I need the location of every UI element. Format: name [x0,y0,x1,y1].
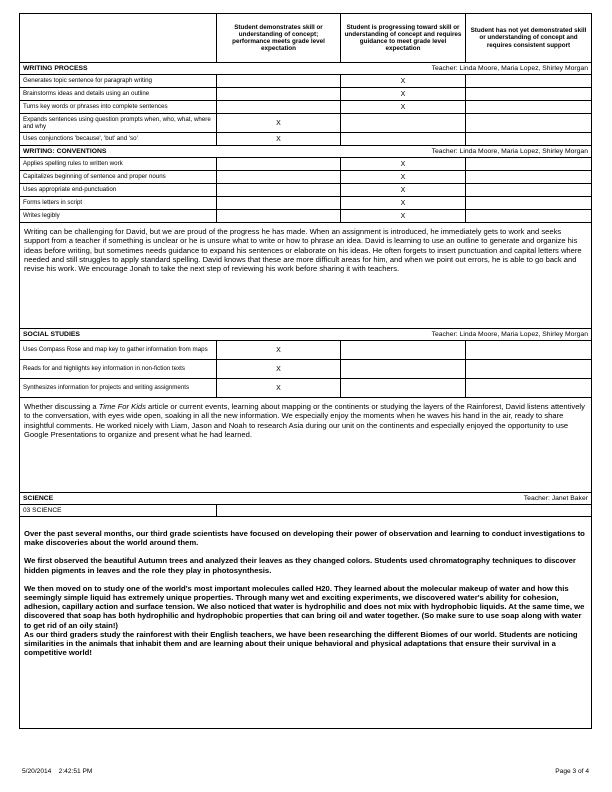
mark-meets: X [217,379,341,398]
skill-label: Expands sentences using question prompts when, who, what, where and why [20,114,217,133]
section-teacher: Teacher: Linda Moore, Maria Lopez, Shirley Morgan [431,331,588,338]
mark-meets: X [217,341,341,360]
science-paragraph: We first observed the beautiful Autumn trees and analyzed their leaves as they changed colors. Students used chromatography techniques to discover hidden pigments in leaves and the role they play in photosynthesis. [24,556,576,575]
mark-not-yet [466,101,592,114]
page-number: Page 3 of 4 [555,768,589,775]
skill-label: Reads for and highlights key information in non-fiction texts [20,360,217,379]
skill-label: Uses appropriate end-punctuation [20,184,217,197]
section-title: WRITING PROCESS [23,65,88,72]
skill-label: Writes legibly [20,210,217,223]
mark-not-yet [466,360,592,379]
table-row [20,171,592,184]
table-row [20,88,592,101]
mark-not-yet [466,171,592,184]
course-name: 03 SCIENCE [20,505,217,517]
print-timestamp: 5/20/2014 2:42:51 PM [22,768,93,775]
table-row [20,114,592,133]
science-comment [20,517,592,729]
mark-not-yet [466,379,592,398]
mark-progressing: X [341,88,466,101]
section-header-writing-process [20,63,592,75]
science-paragraph: Over the past several months, our third grade scientists have focused on developing their power of observation and learning to conduct investigations to make discoveries about the world around them. [24,529,585,548]
section-teacher: Teacher: Linda Moore, Maria Lopez, Shirley Morgan [431,65,588,72]
mark-progressing [341,133,466,146]
mark-progressing: X [341,197,466,210]
science-paragraph: As our third graders study the rainforest with their English teachers, we have been researching the different Biomes of our world. Students are noticing similarities in the animals that inhabit them and are learning about their unique behavioral and physical adaptations that ensure their survival in a competitive world! [24,629,578,658]
mark-meets: X [217,360,341,379]
table-row [20,379,592,398]
course-blank [217,505,592,517]
mark-not-yet [466,210,592,223]
science-comment-row [20,517,592,729]
header-meets-expectation: Student demonstrates skill or understanding of concept; performance meets grade level expectation [217,14,341,63]
mark-progressing: X [341,75,466,88]
section-title: SCIENCE [23,495,54,502]
table-row [20,197,592,210]
comment-text-rest: article or current events, learning about mapping or the continents or studying the layers of the Rainforest, David listens attentively to the conversation, with eyes wide open, soaking in all the new information. We especially enjoy the moments when he waves his hand in the air, ready to share insightful comments. He worked nicely with Liam, Jason and Noah to research Asia during our unit on the continents and especially enjoyed the opportunity to use Google Presentations to organize and present what he had learned. [24,402,585,439]
mark-meets [217,101,341,114]
section-header-science [20,493,592,505]
section-teacher: Teacher: Janet Baker [523,495,588,502]
mark-meets [217,184,341,197]
skill-label: Brainstorms ideas and details using an outline [20,88,217,101]
header-blank-cell [20,14,217,63]
table-row [20,158,592,171]
mark-not-yet [466,88,592,101]
skill-label: Turns key words or phrases into complete sentences [20,101,217,114]
mark-meets [217,210,341,223]
mark-not-yet [466,341,592,360]
mark-not-yet [466,158,592,171]
mark-not-yet [466,197,592,210]
mark-meets [217,197,341,210]
section-title: WRITING: CONVENTIONS [23,148,107,155]
skill-label: Uses conjunctions 'because', 'but' and 'so' [20,133,217,146]
skill-label: Capitalizes beginning of sentence and proper nouns [20,171,217,184]
course-row [20,505,592,517]
mark-progressing [341,341,466,360]
mark-meets [217,158,341,171]
social-studies-comment-row [20,398,592,493]
mark-not-yet [466,114,592,133]
mark-progressing [341,114,466,133]
skill-label: Forms letters in script [20,197,217,210]
skill-label: Uses Compass Rose and map key to gather information from maps [20,341,217,360]
table-row [20,360,592,379]
table-row [20,184,592,197]
mark-not-yet [466,133,592,146]
publication-title: Time For Kids [98,402,146,411]
writing-comment: Writing can be challenging for David, but we are proud of the progress he has made. When an assignment is introduced, he immediately gets to work and seeks support from a teacher if something is unclear or he is unsure what to write or how to phrase an idea. David is learning to use an outline to generate and organize his ideas before writing, but sometimes needs guidance to expand his sentences or elaborate on his ideas. He often forgets to insert punctuation and capital letters where needed and still struggles to apply standard spelling. David knows that these are more difficult areas for him, and when we point out errors, he is able to go back and revise his work. We encourage Jonah to take the next step of reviewing his work before sharing it with teachers. [20,223,592,329]
mark-meets: X [217,114,341,133]
mark-progressing: X [341,158,466,171]
mark-not-yet [466,184,592,197]
table-row [20,210,592,223]
writing-comment-row [20,223,592,329]
report-card-table [19,13,592,729]
table-row [20,341,592,360]
social-studies-comment [20,398,592,493]
header-row [20,14,592,63]
skill-label: Applies spelling rules to written work [20,158,217,171]
section-title: SOCIAL STUDIES [23,331,80,338]
mark-progressing: X [341,101,466,114]
mark-progressing: X [341,171,466,184]
mark-progressing [341,360,466,379]
section-header-writing-conventions [20,146,592,158]
section-teacher: Teacher: Linda Moore, Maria Lopez, Shirley Morgan [431,148,588,155]
comment-text-start: Whether discussing a [24,402,99,411]
mark-progressing: X [341,210,466,223]
header-not-yet: Student has not yet demonstrated skill or understanding of concept and requires consistent support [466,14,592,63]
mark-meets [217,88,341,101]
mark-meets [217,171,341,184]
mark-progressing: X [341,184,466,197]
table-row [20,101,592,114]
mark-meets [217,75,341,88]
mark-not-yet [466,75,592,88]
mark-meets: X [217,133,341,146]
section-header-social-studies [20,329,592,341]
mark-progressing [341,379,466,398]
skill-label: Generates topic sentence for paragraph writing [20,75,217,88]
table-row [20,133,592,146]
science-paragraph: We then moved on to study one of the world's most important molecules called H20. They learned about the molecular makeup of water and how this seemingly simple liquid has extremely unique properties. Through many wet and exciting experiments, we discovered water's ability for cohesion, adhesion, capillary action and surface tension. We also noticed that water is hydrophilic and does not mix with hydrophobic liquids. At the same time, we discovered that soap has both hydrophilic and hydrophobic properties that can bring oil and water together. (So make sure to use soap along with water to get rid of an oily stain!) [24,583,585,630]
header-progressing: Student is progressing toward skill or understanding of concept and requires guidance to meet grade level expectation [341,14,466,63]
skill-label: Synthesizes information for projects and writing assignments [20,379,217,398]
table-row [20,75,592,88]
